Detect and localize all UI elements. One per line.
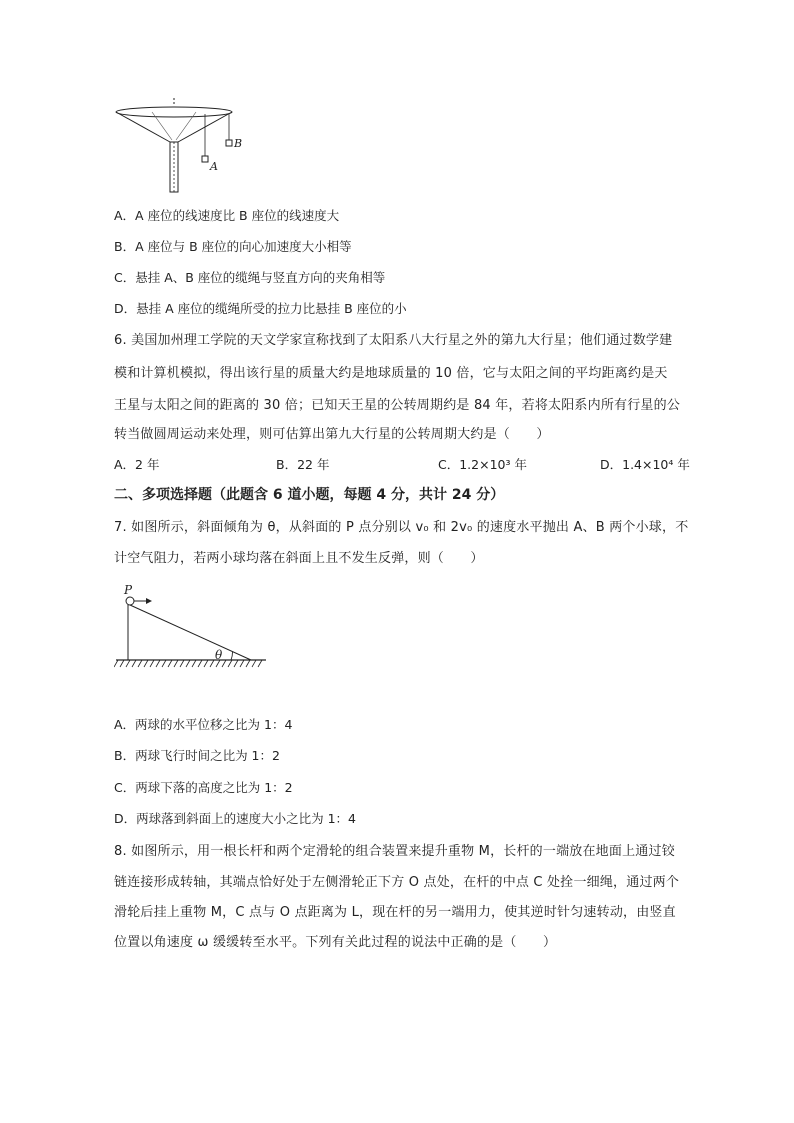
q6-option-d: D．1.4×10⁴ 年 — [600, 457, 690, 472]
section-2-title: 二、多项选择题（此题含 6 道小题，每题 4 分，共计 24 分） — [114, 487, 505, 503]
q6-stem-line-4: 转当做圆周运动来处理，则可估算出第九大行星的公转周期大约是（ ） — [114, 427, 550, 442]
q6-option-a: A．2 年 — [114, 457, 160, 472]
q7-option-d: D．两球落到斜面上的速度大小之比为 1：4 — [114, 811, 357, 826]
q6-stem-line-2: 模和计算机模拟，得出该行星的质量大约是地球质量的 10 倍，它与太阳之间的平均距离约是天 — [114, 366, 668, 381]
q7-stem-line-2: 计空气阻力，若两小球均落在斜面上且不发生反弹，则（ ） — [114, 551, 484, 566]
q6-option-b: B．22 年 — [276, 457, 330, 472]
q8-stem-line-3: 滑轮后挂上重物 M，C 点与 O 点距离为 L，现在杆的另一端用力，使其逆时针匀速转动，由竖直 — [114, 905, 676, 920]
label-b: B — [234, 137, 243, 150]
q8-stem-line-1: 8. 如图所示，用一根长杆和两个定滑轮的组合装置来提升重物 M，长杆的一端放在地面上通过铰 — [114, 844, 675, 859]
label-theta: θ — [215, 648, 223, 662]
label-a: A — [210, 160, 218, 173]
q7-option-c: C．两球下落的高度之比为 1：2 — [114, 780, 293, 795]
incline-figure — [114, 582, 274, 672]
q6-stem-line-1: 6. 美国加州理工学院的天文学家宣称找到了太阳系八大行星之外的第九大行星；他们通过数学建 — [114, 333, 673, 348]
q7-option-a: A．两球的水平位移之比为 1：4 — [114, 717, 293, 732]
label-p: P — [124, 583, 133, 597]
q5-option-b: B．A 座位与 B 座位的向心加速度大小相等 — [114, 239, 352, 254]
q5-option-c: C．悬挂 A、B 座位的缆绳与竖直方向的夹角相等 — [114, 270, 386, 285]
q5-option-a: A．A 座位的线速度比 B 座位的线速度大 — [114, 208, 340, 223]
q7-stem-line-1: 7. 如图所示，斜面倾角为 θ，从斜面的 P 点分别以 v₀ 和 2v₀ 的速度水平抛出 A、B 两个小球，不 — [114, 520, 689, 535]
q6-option-c: C．1.2×10³ 年 — [438, 457, 527, 472]
q6-options — [114, 455, 694, 473]
q8-stem-line-4: 位置以角速度 ω 缓缓转至水平。下列有关此过程的说法中正确的是（ ） — [114, 935, 557, 950]
swing-ride-figure — [112, 96, 252, 196]
q5-option-d: D．悬挂 A 座位的缆绳所受的拉力比悬挂 B 座位的小 — [114, 301, 407, 316]
q7-option-b: B．两球飞行时间之比为 1：2 — [114, 748, 280, 763]
q8-stem-line-2: 链连接形成转轴，其端点恰好处于左侧滑轮正下方 O 点处，在杆的中点 C 处拴一细绳，通过两个 — [114, 875, 680, 890]
q6-stem-line-3: 王星与太阳之间的距离的 30 倍；已知天王星的公转周期约是 84 年，若将太阳系内所有行星的公 — [114, 398, 681, 413]
